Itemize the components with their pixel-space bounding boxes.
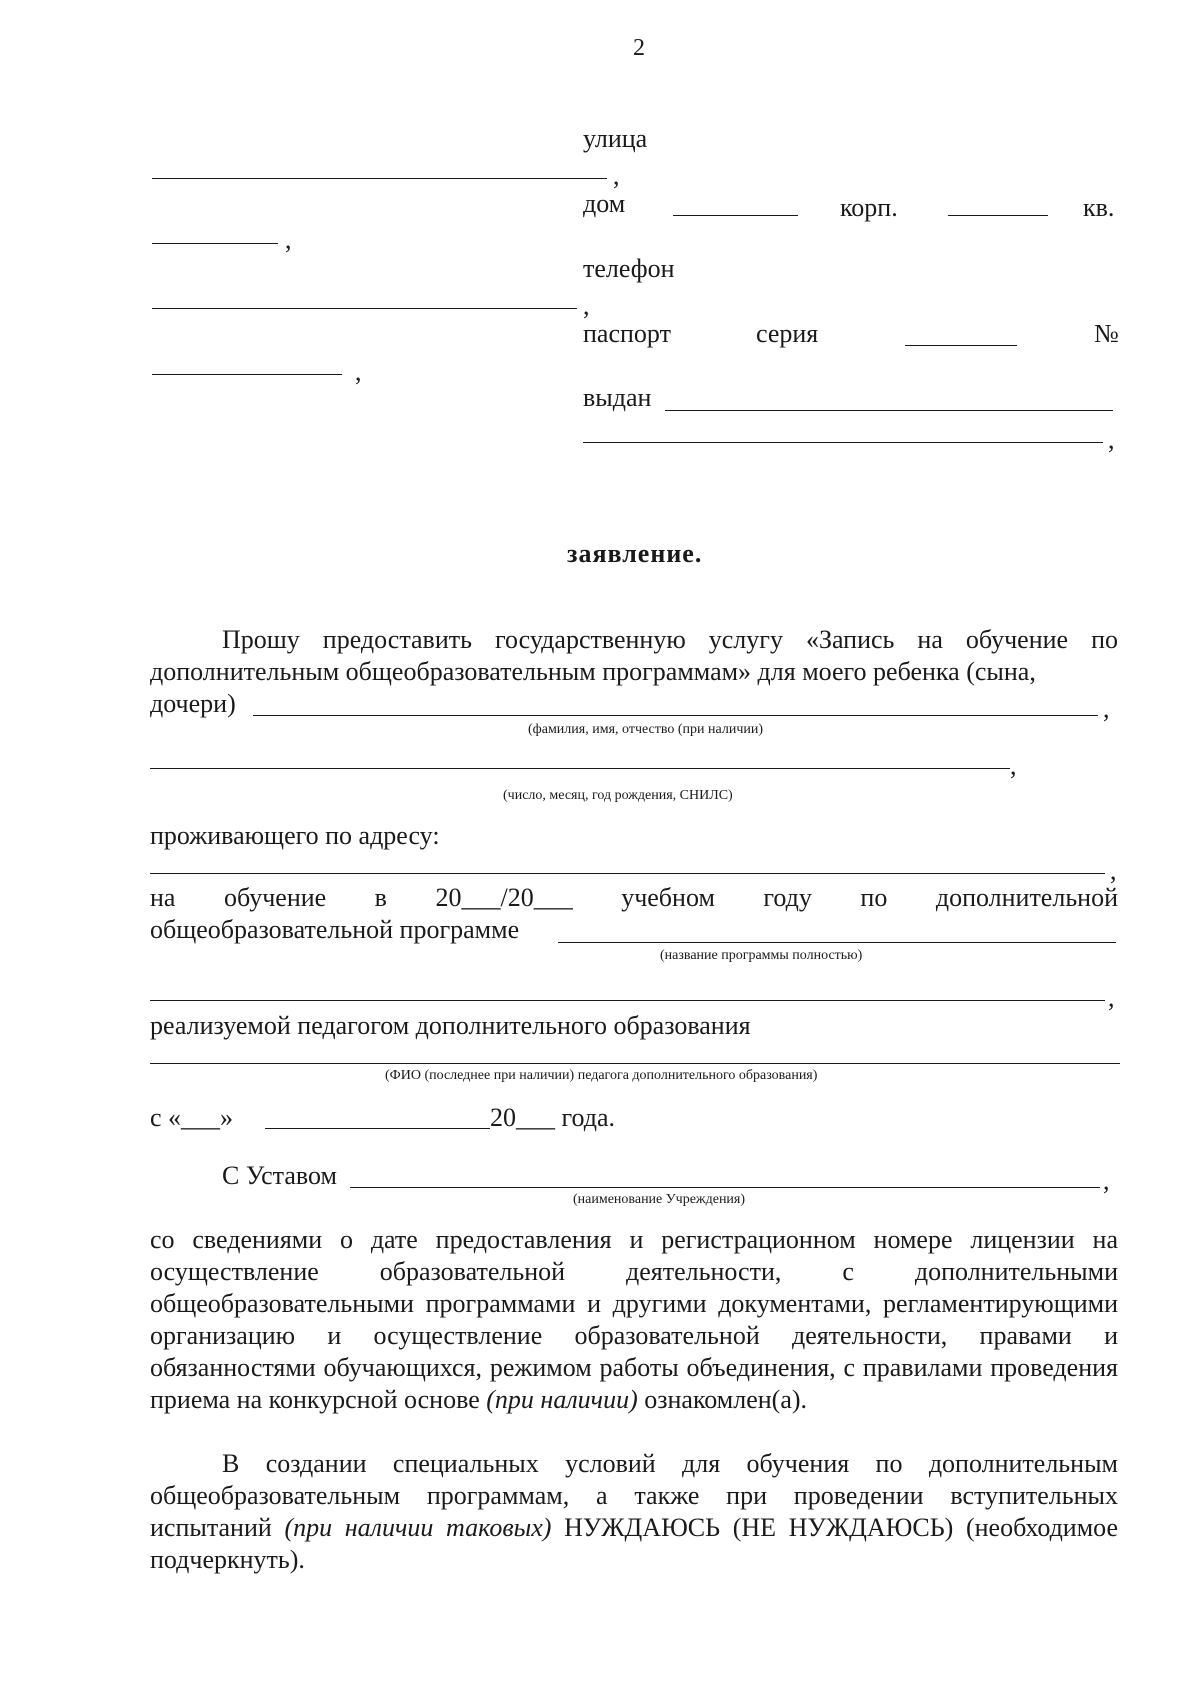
building-label: корп. (840, 193, 898, 222)
special-conditions-text: В создании специальных условий для обучения по дополнительным общеобразовательным программам, а также при проведении вступительных испытаний (150, 1449, 1118, 1542)
issued-line-2 (583, 442, 1103, 443)
birth-comma: , (1010, 751, 1017, 780)
special-conditions-end: НУЖДАЮСЬ (НЕ НУЖДАЮСЬ) (необходимое подчеркнуть). (150, 1513, 1119, 1574)
special-conditions-paragraph (150, 1448, 1118, 1576)
apartment-line (152, 243, 278, 244)
child-name-comma: , (1103, 694, 1110, 723)
phone-label: телефон (583, 254, 675, 283)
issued-comma: , (1108, 425, 1115, 454)
child-name-line (253, 715, 1098, 716)
building-line (948, 215, 1048, 216)
number-sign: № (1094, 319, 1119, 348)
start-date-line (265, 1128, 490, 1129)
house-label: дом (583, 189, 626, 218)
start-date-year: 20___ года. (490, 1103, 616, 1132)
charter-label: С Уставом (222, 1161, 337, 1190)
acknowledgement-text: со сведениями о дате предоставления и регистрационном номере лицензии на осуществление образовательной деятельности, с дополнительными общеобразовательными программами и другими документами, регламентирующими организацию и осуществление образовательной деятельности, правами и обязанностями обучающихся, режимом работы объединения, с правилами проведения приема на конкурсной основе (150, 1225, 1118, 1414)
issued-label: выдан (583, 383, 652, 412)
phone-line (152, 308, 577, 309)
acknowledgement-italic: (при наличии) (486, 1385, 638, 1414)
teacher-line (150, 1063, 1120, 1064)
series-line (905, 345, 1017, 346)
program-label: общеобразовательной программе (150, 915, 520, 944)
phone-comma: , (583, 291, 590, 320)
program-line (558, 942, 1116, 943)
birth-line (150, 768, 1010, 769)
document-title: заявление. (567, 539, 703, 568)
page-number: 2 (633, 35, 645, 61)
address-line (150, 873, 1105, 874)
request-paragraph: Прошу предоставить государственную услугу «Запись на обучение по дополнительным общеобразовательным программам» для моего ребенка (сына, (150, 625, 1118, 686)
caption-fio: (фамилия, имя, отчество (при наличии) (528, 722, 764, 737)
start-date-prefix: с «___» (150, 1103, 234, 1132)
program-line-2 (150, 1000, 1105, 1001)
street-label: улица (583, 124, 648, 153)
address-comma: , (1110, 856, 1117, 885)
house-line (673, 215, 798, 216)
apartment-label: кв. (1083, 193, 1115, 222)
caption-birth: (число, месяц, год рождения, СНИЛС) (503, 788, 733, 803)
teacher-label: реализуемой педагогом дополнительного образования (150, 1011, 751, 1040)
address-label: проживающего по адресу: (150, 821, 440, 850)
acknowledgement-end: ознакомлен(а). (644, 1385, 808, 1414)
issued-line-1 (665, 410, 1113, 411)
apartment-comma: , (285, 225, 292, 254)
caption-teacher: (ФИО (последнее при наличии) педагога дополнительного образования) (385, 1068, 818, 1083)
street-comma: , (613, 161, 620, 190)
program-comma: , (1108, 983, 1115, 1012)
request-paragraph-end: дочери) (150, 689, 236, 718)
street-line (152, 178, 607, 179)
institution-line (350, 1187, 1100, 1188)
caption-institution: (наименование Учреждения) (573, 1192, 746, 1207)
special-conditions-italic: (при наличии таковых) (284, 1513, 552, 1542)
series-label: серия (756, 319, 819, 348)
institution-comma: , (1103, 1166, 1110, 1195)
passport-number-line (152, 374, 342, 375)
study-year-line: на обучение в 20___/20___ учебном году по дополнительной (150, 883, 1118, 912)
passport-label: паспорт (583, 319, 671, 348)
acknowledgement-paragraph (150, 1224, 1118, 1416)
caption-program: (название программы полностью) (660, 948, 863, 963)
passport-comma: , (355, 357, 362, 386)
